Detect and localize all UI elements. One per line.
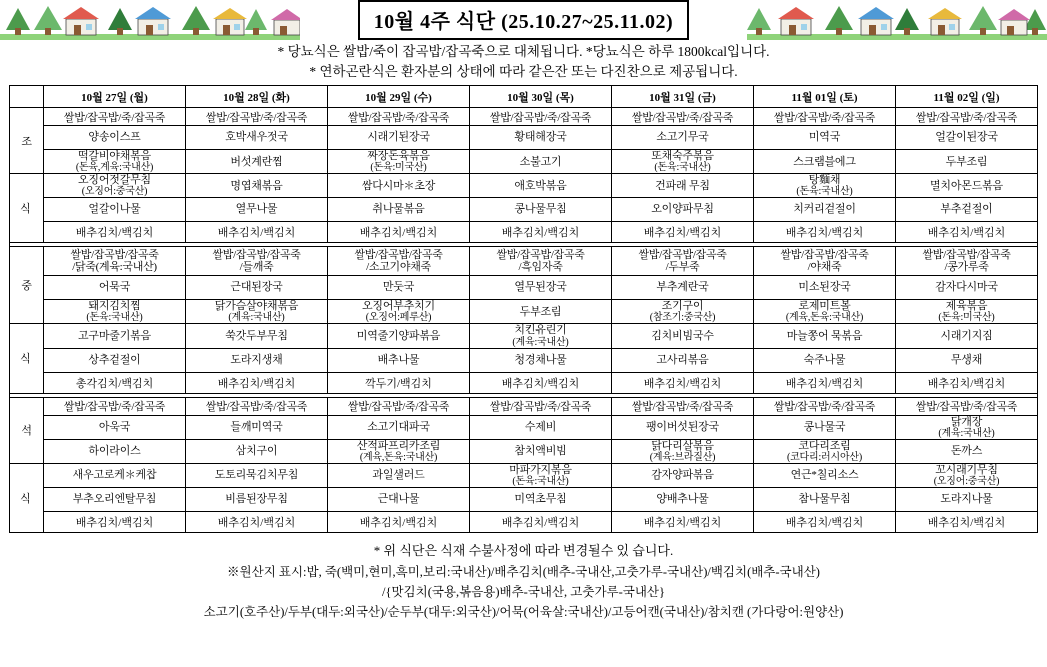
lunch-dish	[896, 276, 1038, 300]
dish-main: 두부조림	[519, 305, 562, 318]
dinner-dish-row-4	[10, 487, 1038, 511]
breakfast-dish	[612, 198, 754, 222]
dish-main: 꼬시래기무침	[935, 463, 998, 476]
breakfast-dish	[896, 150, 1038, 174]
lunch-dish	[186, 276, 328, 300]
breakfast-dish	[328, 126, 470, 150]
dinner-rice-fri: 쌀밥/잡곡밥/죽/잡곡죽	[612, 397, 754, 415]
column-header-thu: 10월 30일 (목)	[470, 86, 612, 108]
dish-main: 돈까스	[950, 445, 983, 458]
lunch-rice-tue: 쌀밥/잡곡밥/잡곡죽 /들깨죽	[186, 247, 328, 276]
breakfast-dish	[186, 198, 328, 222]
dinner-dish	[328, 463, 470, 487]
dinner-dish	[754, 415, 896, 439]
dinner-dish	[612, 487, 754, 511]
breakfast-dish	[754, 174, 896, 198]
dish-origin: (오징어:중국산)	[81, 186, 148, 198]
dinner-dish	[896, 415, 1038, 439]
column-header-mon: 10월 27일 (월)	[44, 86, 186, 108]
lunch-dish	[470, 348, 612, 372]
dinner-dish-row-1	[10, 415, 1038, 439]
dish-main: 짜장돈육볶음	[367, 150, 430, 163]
dish-main: 콩나물국	[803, 421, 846, 433]
lunch-dish	[44, 276, 186, 300]
lunch-rice-mon: 쌀밥/잡곡밥/잡곡죽 /닭죽(계육:국내산)	[44, 247, 186, 276]
breakfast-dish	[754, 198, 896, 222]
lunch-kimchi: 총각김치/백김치	[44, 372, 186, 393]
breakfast-dish	[896, 198, 1038, 222]
breakfast-kimchi: 배추김치/백김치	[896, 222, 1038, 243]
dish-origin: (돈육:국내산)	[654, 162, 711, 174]
menu-table-body	[10, 108, 1038, 533]
dish-main: 수제비	[524, 421, 557, 433]
lunch-rice-fri: 쌀밥/잡곡밥/잡곡죽 /두부죽	[612, 247, 754, 276]
dinner-rice-mon: 쌀밥/잡곡밥/죽/잡곡죽	[44, 397, 186, 415]
lunch-dish	[186, 300, 328, 324]
dish-main: 새우고로케＊케찹	[72, 469, 157, 482]
dinner-dish	[44, 463, 186, 487]
lunch-kimchi: 깍두기/백김치	[328, 372, 470, 393]
dish-main: 탕麵채	[808, 174, 841, 187]
lunch-rice-sun: 쌀밥/잡곡밥/잡곡죽 /콩가루죽	[896, 247, 1038, 276]
column-header-wed: 10월 29일 (수)	[328, 86, 470, 108]
breakfast-dish	[470, 150, 612, 174]
footer-line-4: 소고기(호주산)/두부(대두:외국산)/순두부(대두:외국산)/어묵(어육살:국내산)/고등어캔(국내산)/참치캔 (가다랑어:원양산)	[203, 604, 844, 619]
dish-origin: (오징어:중국산)	[933, 475, 1000, 487]
dish-main: 양송이스프	[88, 131, 141, 144]
lunch-kimchi: 배추김치/백김치	[612, 372, 754, 393]
dish-main: 닭다리살볶음	[651, 439, 714, 452]
breakfast-dish	[44, 150, 186, 174]
breakfast-dish	[470, 126, 612, 150]
dinner-dish	[44, 439, 186, 463]
breakfast-rice-fri: 쌀밥/잡곡밥/죽/잡곡죽	[612, 108, 754, 126]
dish-main: 들깨미역국	[230, 421, 283, 433]
dinner-kimchi: 배추김치/백김치	[44, 511, 186, 532]
dinner-dish	[470, 415, 612, 439]
dish-main: 소고기대파국	[367, 421, 430, 433]
footer-line-1: * 위 식단은 식재 수불사정에 따라 변경될수 있 습니다.	[373, 542, 674, 558]
breakfast-dish	[612, 174, 754, 198]
dish-main: 부추오리엔탈무침	[72, 492, 157, 505]
dish-main: 하이라이스	[88, 445, 141, 458]
dish-main: 참치액비빔	[514, 445, 567, 458]
column-header-tue: 10월 28일 (화)	[186, 86, 328, 108]
dish-main: 부추겉절이	[940, 203, 993, 216]
lunch-dish	[896, 300, 1038, 324]
lunch-dish	[328, 348, 470, 372]
dish-main: 조기구이	[661, 300, 704, 313]
breakfast-dish-row-1	[10, 126, 1038, 150]
weekly-menu-table	[9, 85, 1038, 533]
dish-origin: (돈육:미국산)	[370, 162, 427, 174]
dish-main: 비름된장무침	[225, 492, 288, 505]
dish-main: 어묵국	[98, 281, 131, 294]
dinner-dish	[612, 415, 754, 439]
dinner-rice-wed: 쌀밥/잡곡밥/죽/잡곡죽	[328, 397, 470, 415]
dinner-dish	[896, 487, 1038, 511]
dish-main: 애호박볶음	[514, 179, 567, 192]
dish-main: 코다리조림	[798, 439, 851, 452]
dish-main: 상추겉절이	[88, 353, 141, 366]
dinner-rice-thu: 쌀밥/잡곡밥/죽/잡곡죽	[470, 397, 612, 415]
dish-origin: (돈육:국내산)	[512, 475, 569, 487]
dish-main: 얼갈이된장국	[935, 131, 998, 144]
dish-main: 과일샐러드	[372, 469, 425, 482]
meal-label-dinner-bottom: 식	[10, 463, 44, 532]
dish-main: 쑥갓두부무침	[225, 329, 288, 342]
dish-origin: (계육:브라질산)	[649, 451, 716, 463]
lunch-kimchi: 배추김치/백김치	[754, 372, 896, 393]
decorative-houses-trees-left	[0, 0, 300, 40]
dinner-dish	[186, 487, 328, 511]
decoration-right	[747, 0, 1047, 40]
dinner-kimchi: 배추김치/백김치	[612, 511, 754, 532]
dish-main: 도라지나물	[940, 492, 993, 505]
dinner-dish	[754, 439, 896, 463]
meal-label-dinner-top: 석	[10, 397, 44, 463]
dinner-rice-sun: 쌀밥/잡곡밥/죽/잡곡죽	[896, 397, 1038, 415]
column-header-sun: 11월 02일 (일)	[896, 86, 1038, 108]
dish-main: 팽이버섯된장국	[646, 421, 719, 433]
lunch-dish	[754, 300, 896, 324]
table-header-row	[10, 86, 1038, 108]
dish-main: 얼갈이나물	[88, 203, 141, 216]
lunch-dish-row-1	[10, 276, 1038, 300]
lunch-dish	[186, 348, 328, 372]
dish-main: 만둣국	[382, 281, 415, 294]
breakfast-dish-row-3	[10, 174, 1038, 198]
dish-origin: (돈육:국내산)	[86, 312, 143, 324]
dish-main: 콩나물무침	[514, 203, 567, 216]
dinner-dish	[470, 487, 612, 511]
lunch-dish	[328, 324, 470, 348]
dish-origin: (계육,돈육:국내산)	[785, 312, 864, 324]
dish-main: 연근*칠리소스	[790, 469, 859, 482]
lunch-dish	[470, 276, 612, 300]
breakfast-rice-wed: 쌀밥/잡곡밥/죽/잡곡죽	[328, 108, 470, 126]
column-header-sat: 11월 01일 (토)	[754, 86, 896, 108]
dish-main: 버섯계란찜	[230, 155, 283, 168]
dinner-kimchi: 배추김치/백김치	[896, 511, 1038, 532]
dinner-dish-row-3	[10, 463, 1038, 487]
decorative-houses-trees-right	[747, 0, 1047, 40]
dinner-rice-row	[10, 397, 1038, 415]
dinner-dish	[44, 487, 186, 511]
lunch-dish	[612, 276, 754, 300]
dish-main: 돼지김치찜	[88, 300, 141, 313]
dish-main: 시래기된장국	[367, 131, 430, 144]
lunch-dish	[754, 276, 896, 300]
lunch-dish	[612, 348, 754, 372]
breakfast-rice-row	[10, 108, 1038, 126]
lunch-dish	[328, 300, 470, 324]
dish-main: 삼치구이	[235, 445, 278, 458]
lunch-rice-sat: 쌀밥/잡곡밥/잡곡죽 /야채죽	[754, 247, 896, 276]
dinner-kimchi: 배추김치/백김치	[470, 511, 612, 532]
dish-main: 숙주나물	[803, 353, 846, 366]
dish-origin: (계육:국내산)	[512, 336, 569, 348]
dish-main: 호박새우젓국	[225, 131, 288, 144]
breakfast-kimchi: 배추김치/백김치	[754, 222, 896, 243]
dish-main: 참나물무침	[798, 492, 851, 505]
dinner-kimchi: 배추김치/백김치	[186, 511, 328, 532]
dish-main: 취나물볶음	[372, 203, 425, 216]
dish-main: 쌈다시마＊초장	[361, 179, 436, 192]
lunch-dish	[612, 300, 754, 324]
dish-main: 소불고기	[519, 155, 562, 168]
dish-main: 제육볶음	[945, 300, 988, 313]
dish-main: 스크램블에그	[793, 155, 856, 168]
dish-main: 양배추나물	[656, 492, 709, 505]
page-title: 10월 4주 식단 (25.10.27~25.11.02)	[358, 0, 689, 40]
lunch-dish	[896, 324, 1038, 348]
breakfast-dish	[186, 126, 328, 150]
lunch-dish	[186, 324, 328, 348]
dish-main: 미역국	[808, 131, 841, 144]
breakfast-dish	[754, 150, 896, 174]
dinner-dish	[754, 487, 896, 511]
lunch-dish	[470, 300, 612, 324]
footer-notes	[0, 541, 1047, 622]
dish-main: 마늘쫑어 묵볶음	[786, 329, 863, 342]
breakfast-dish	[896, 126, 1038, 150]
dish-main: 근대된장국	[230, 281, 283, 294]
lunch-kimchi-row	[10, 372, 1038, 393]
dish-main: 미소된장국	[798, 281, 851, 294]
dinner-dish	[186, 415, 328, 439]
dinner-kimchi-row	[10, 511, 1038, 532]
breakfast-dish	[612, 126, 754, 150]
dish-main: 시래기지짐	[940, 329, 993, 342]
footer-line-2: ※원산지 표시:밥, 죽(백미,현미,흑미,보리:국내산)/배추김치(배추-국내산,고춧가루-국내산)/백김치(배추-국내산)	[227, 564, 820, 579]
dish-main: 닭개장	[950, 415, 983, 428]
lunch-dish-row-3	[10, 324, 1038, 348]
dish-main: 고사리볶음	[656, 353, 709, 366]
dinner-dish	[896, 439, 1038, 463]
dinner-dish	[44, 415, 186, 439]
dinner-dish	[186, 463, 328, 487]
breakfast-kimchi: 배추김치/백김치	[44, 222, 186, 243]
lunch-rice-wed: 쌀밥/잡곡밥/잡곡죽 /소고기야채죽	[328, 247, 470, 276]
dinner-kimchi: 배추김치/백김치	[328, 511, 470, 532]
lunch-dish	[754, 348, 896, 372]
dish-origin: (계육:국내산)	[228, 312, 285, 324]
dish-main: 또채숙주볶음	[651, 150, 714, 163]
lunch-rice-thu: 쌀밥/잡곡밥/잡곡죽 /흑임자죽	[470, 247, 612, 276]
breakfast-kimchi: 배추김치/백김치	[612, 222, 754, 243]
dinner-dish	[470, 439, 612, 463]
dinner-kimchi: 배추김치/백김치	[754, 511, 896, 532]
lunch-kimchi: 배추김치/백김치	[186, 372, 328, 393]
dish-main: 명엽채볶음	[230, 179, 283, 192]
lunch-dish	[470, 324, 612, 348]
dish-main: 닭가슴살야채볶음	[214, 300, 299, 313]
dish-main: 감자양파볶음	[651, 469, 714, 482]
breakfast-rice-tue: 쌀밥/잡곡밥/죽/잡곡죽	[186, 108, 328, 126]
footer-line-3: /{맛김치(국용,볶음용)배추-국내산, 고춧가루-국내산}	[382, 584, 665, 599]
notice-line-1: * 당뇨식은 쌀밥/죽이 잡곡밥/잡곡죽으로 대체됩니다. *당뇨식은 하루 1800kcal입니다.	[277, 44, 770, 59]
breakfast-rice-sat: 쌀밥/잡곡밥/죽/잡곡죽	[754, 108, 896, 126]
dish-main: 미역줄기양파볶음	[356, 329, 441, 342]
lunch-dish	[44, 348, 186, 372]
lunch-dish	[896, 348, 1038, 372]
dinner-dish	[470, 463, 612, 487]
lunch-dish-row-4	[10, 348, 1038, 372]
dish-main: 오징어부추치기	[362, 300, 435, 313]
dish-origin: (코다리:러시아산)	[786, 451, 863, 463]
dish-main: 산적파프리카조림	[356, 439, 441, 452]
meal-label-breakfast-top: 조	[10, 108, 44, 174]
dish-main: 청경채나물	[514, 353, 567, 366]
lunch-kimchi: 배추김치/백김치	[896, 372, 1038, 393]
dish-main: 열무된장국	[514, 281, 567, 294]
dish-main: 도라지생채	[230, 353, 283, 366]
dish-main: 아욱국	[98, 421, 131, 433]
lunch-dish	[44, 324, 186, 348]
dish-main: 배추나물	[377, 353, 420, 366]
dish-main: 근대나물	[377, 492, 420, 505]
dish-main: 오징어젓갈무침	[78, 174, 151, 187]
breakfast-dish	[612, 150, 754, 174]
dish-origin: (돈육,계육:국내산)	[75, 162, 154, 174]
lunch-dish	[44, 300, 186, 324]
breakfast-dish	[44, 126, 186, 150]
dinner-dish	[328, 439, 470, 463]
dish-main: 무생채	[950, 353, 983, 366]
breakfast-dish	[328, 150, 470, 174]
dish-main: 로제미트볼	[798, 300, 851, 313]
dish-origin: (참조기:중국산)	[649, 312, 716, 324]
breakfast-dish-row-2	[10, 150, 1038, 174]
dish-main: 오이양파무침	[651, 203, 714, 216]
dish-main: 치커리겉절이	[793, 203, 856, 216]
dish-origin: (계육,돈육:국내산)	[359, 451, 438, 463]
dish-main: 부추계란국	[656, 281, 709, 294]
dish-main: 떡갈비야채볶음	[78, 150, 151, 163]
dish-main: 마파가지볶음	[509, 463, 572, 476]
breakfast-dish	[186, 174, 328, 198]
lunch-dish-row-2	[10, 300, 1038, 324]
meal-label-lunch-top: 중	[10, 247, 44, 324]
header-band	[0, 0, 1047, 40]
breakfast-kimchi: 배추김치/백김치	[186, 222, 328, 243]
dinner-dish-row-2	[10, 439, 1038, 463]
breakfast-rice-thu: 쌀밥/잡곡밥/죽/잡곡죽	[470, 108, 612, 126]
breakfast-rice-sun: 쌀밥/잡곡밥/죽/잡곡죽	[896, 108, 1038, 126]
breakfast-dish	[328, 198, 470, 222]
breakfast-dish	[896, 174, 1038, 198]
dish-origin: (돈육:미국산)	[938, 312, 995, 324]
dish-main: 고구마줄기볶음	[78, 329, 151, 342]
dinner-dish	[328, 487, 470, 511]
dinner-dish	[612, 439, 754, 463]
breakfast-kimchi-row	[10, 222, 1038, 243]
dish-main: 도토리묵김치무침	[214, 469, 299, 482]
lunch-dish	[754, 324, 896, 348]
dish-main: 황태해장국	[514, 131, 567, 144]
dinner-dish	[186, 439, 328, 463]
dish-origin: (계육:국내산)	[938, 427, 995, 439]
breakfast-kimchi: 배추김치/백김치	[470, 222, 612, 243]
dish-origin: (돈육:국내산)	[796, 186, 853, 198]
dish-main: 열무나물	[235, 203, 278, 216]
dinner-rice-sat: 쌀밥/잡곡밥/죽/잡곡죽	[754, 397, 896, 415]
dinner-rice-tue: 쌀밥/잡곡밥/죽/잡곡죽	[186, 397, 328, 415]
breakfast-dish	[470, 174, 612, 198]
decoration-left	[0, 0, 300, 40]
notice-block	[0, 42, 1047, 81]
dish-origin: (오징어:페루산)	[365, 312, 432, 324]
meal-label-lunch-bottom: 식	[10, 324, 44, 393]
dish-main: 두부조림	[945, 155, 988, 168]
dinner-dish	[754, 463, 896, 487]
breakfast-dish	[44, 174, 186, 198]
dish-main: 미역초무침	[514, 492, 567, 505]
breakfast-dish	[754, 126, 896, 150]
meal-label-breakfast-bottom: 식	[10, 174, 44, 243]
dish-main: 멸치아몬드볶음	[930, 179, 1003, 192]
dish-main: 치킨유린기	[514, 324, 567, 337]
lunch-kimchi: 배추김치/백김치	[470, 372, 612, 393]
breakfast-dish	[328, 174, 470, 198]
dish-main: 건파래 무침	[655, 179, 710, 192]
breakfast-dish	[470, 198, 612, 222]
breakfast-dish-row-4	[10, 198, 1038, 222]
dish-main: 감자다시마국	[935, 281, 998, 294]
column-header-fri: 10월 31일 (금)	[612, 86, 754, 108]
breakfast-dish	[44, 198, 186, 222]
notice-line-2: * 연하곤란식은 환자분의 상태에 따라 같은잔 또는 다진찬으로 제공됩니다.	[309, 63, 738, 79]
breakfast-rice-mon: 쌀밥/잡곡밥/죽/잡곡죽	[44, 108, 186, 126]
lunch-dish	[328, 276, 470, 300]
dish-main: 소고기무국	[656, 131, 709, 144]
corner-cell	[10, 86, 44, 108]
dish-main: 김치비빔국수	[651, 329, 714, 342]
dinner-dish	[612, 463, 754, 487]
lunch-dish	[612, 324, 754, 348]
dinner-dish	[896, 463, 1038, 487]
dinner-dish	[328, 415, 470, 439]
breakfast-kimchi: 배추김치/백김치	[328, 222, 470, 243]
lunch-rice-row	[10, 247, 1038, 276]
breakfast-dish	[186, 150, 328, 174]
